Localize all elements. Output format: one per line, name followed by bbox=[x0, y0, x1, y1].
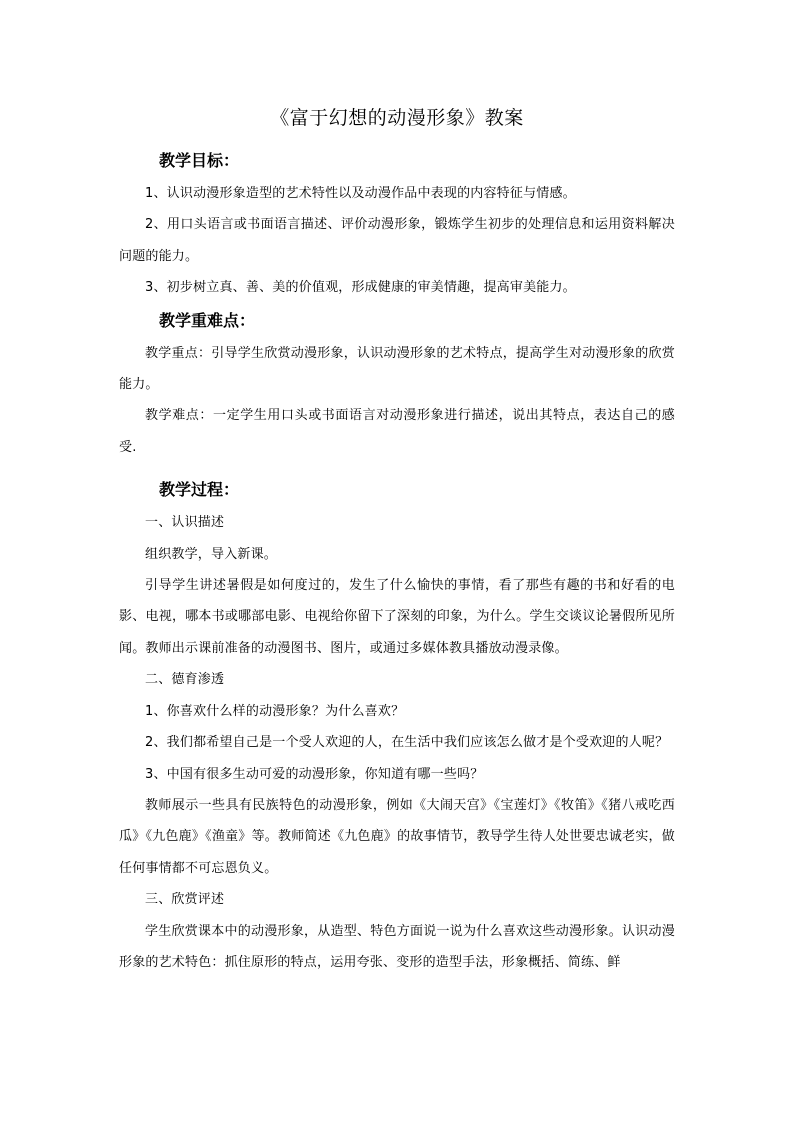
process-paragraph: 组织教学，导入新课。 bbox=[145, 546, 278, 562]
process-subheading-1: 一、认识描述 bbox=[145, 515, 225, 531]
key-point-difficulty: 教学难点：一定学生用口头或书面语言对动漫形象进行描述，说出其特点，表达自己的感受. bbox=[119, 408, 675, 455]
process-paragraph: 引导学生讲述暑假是如何度过的，发生了什么愉快的事情，看了那些有趣的书和好看的电影、电视，哪本书或哪部电影、电视给你留下了深刻的印象，为什么。学生交谈议论暑假所见所闻。教师出示课前准备的动漫图书、图片，或通过多媒体教具播放动漫录像。 bbox=[119, 578, 675, 656]
document-body bbox=[119, 103, 675, 978]
key-point-emphasis: 教学重点：引导学生欣赏动漫形象，认识动漫形象的艺术特点，提高学生对动漫形象的欣赏能力。 bbox=[119, 345, 675, 393]
process-paragraph: 教师展示一些具有民族特色的动漫形象，例如《大闹天宫》《宝莲灯》《牧笛》《猪八戒吃西瓜》《九色鹿》《渔童》等。教师简述《九色鹿》的故事情节，教导学生待人处世要忠诚老实，做任何事情都不可忘恩负义。 bbox=[119, 797, 675, 876]
process-question-3: 3、中国有很多生动可爱的动漫形象，你知道有哪一些吗？ bbox=[145, 766, 484, 782]
section-heading-key-points: 教学重难点： bbox=[159, 310, 256, 330]
section-heading-goals: 教学目标： bbox=[159, 151, 240, 170]
document-title: 《富于幻想的动漫形象》教案 bbox=[270, 107, 524, 129]
process-subheading-2: 二、德育渗透 bbox=[145, 672, 225, 688]
section-heading-process: 教学过程： bbox=[159, 480, 240, 500]
goal-item-2: 2、用口头语言或书面语言描述、评价动漫形象，锻炼学生初步的处理信息和运用资料解决问题的能力。 bbox=[119, 217, 675, 264]
process-question-2: 2、我们都希望自己是一个受人欢迎的人，在生活中我们应该怎么做才是个受欢迎的人呢？ bbox=[145, 735, 669, 751]
process-paragraph: 学生欣赏课本中的动漫形象，从造型、特色方面说一说为什么喜欢这些动漫形象。认识动漫形象的艺术特色：抓住原形的特点，运用夸张、变形的造型手法，形象概括、简练、鲜 bbox=[119, 923, 675, 970]
process-question-1: 1、你喜欢什么样的动漫形象？为什么喜欢？ bbox=[145, 703, 405, 719]
process-subheading-3: 三、欣赏评述 bbox=[145, 892, 225, 908]
goal-item-3: 3、初步树立真、善、美的价值观，形成健康的审美情趣，提高审美能力。 bbox=[145, 280, 576, 296]
goal-item-1: 1、认识动漫形象造型的艺术特性以及动漫作品中表现的内容特征与情感。 bbox=[145, 186, 576, 201]
